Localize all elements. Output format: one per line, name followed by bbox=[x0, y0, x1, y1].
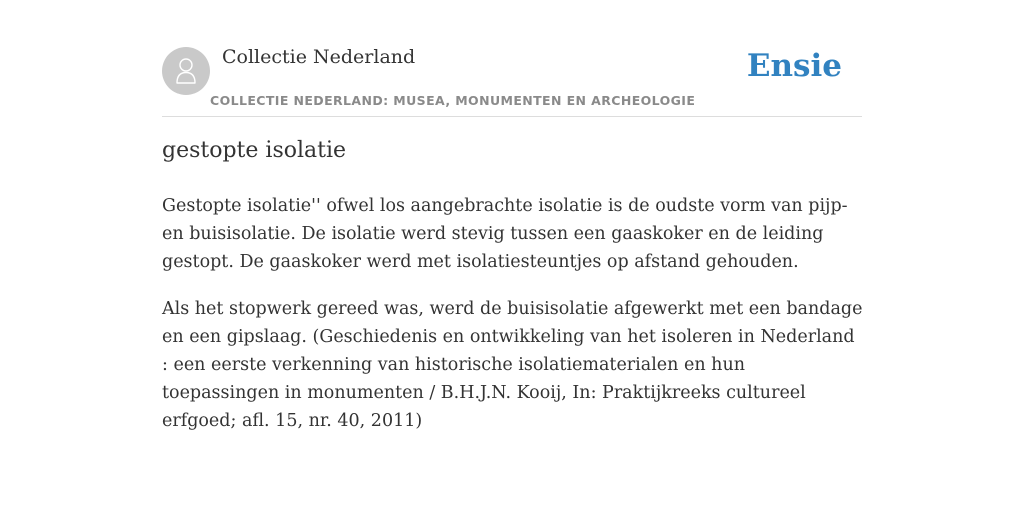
collection-name-link[interactable]: COLLECTIE NEDERLAND: MUSEA, MONUMENTEN EN ARCHEOLOGIE bbox=[210, 93, 696, 108]
avatar[interactable] bbox=[162, 47, 210, 95]
ensie-logo[interactable]: Ensie bbox=[746, 48, 842, 84]
user-silhouette-icon bbox=[174, 57, 198, 85]
entry-title: gestopte isolatie bbox=[162, 138, 347, 163]
author-name-link[interactable]: Collectie Nederland bbox=[222, 46, 416, 68]
body-paragraph: Als het stopwerk gereed was, werd de buisisolatie afgewerkt met een bandage en een gipslaag. (Geschiedenis en ontwikkeling van het isoleren in Nederland : een eerste verkenning van historische isolatiematerialen en hun toepassingen in monumenten / B.H.J.N. Kooij, In: Praktijkreeks cultureel erfgoed; afl. 15, nr. 40, 2011) bbox=[162, 299, 863, 431]
entry-header bbox=[162, 44, 862, 117]
entry-body bbox=[162, 192, 866, 454]
body-paragraph: Gestopte isolatie'' ofwel los aangebrachte isolatie is de oudste vorm van pijp- en buisisolatie. De isolatie werd stevig tussen een gaaskoker en de leiding gestopt. De gaaskoker werd met isolatiesteuntjes op afstand gehouden. bbox=[162, 196, 848, 272]
